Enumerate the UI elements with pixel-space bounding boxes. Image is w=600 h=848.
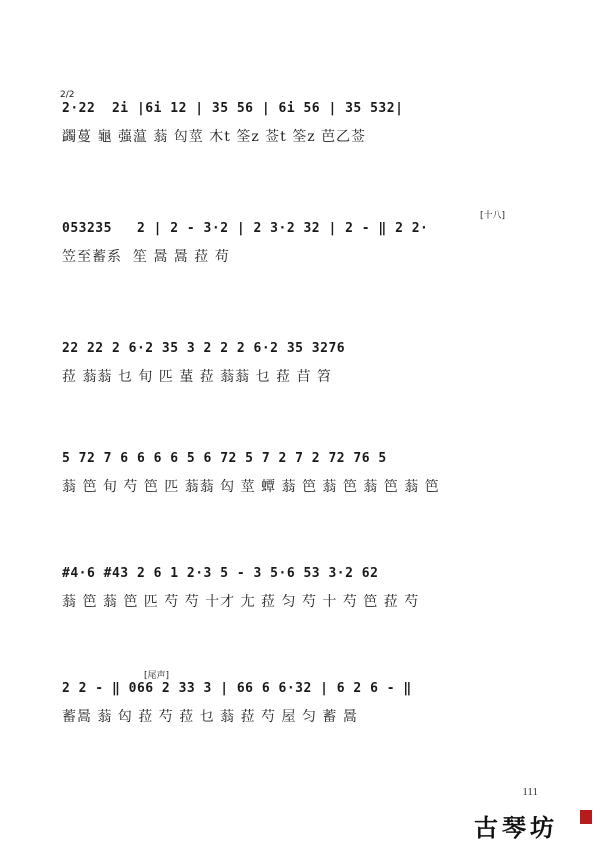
score-system-2 bbox=[62, 211, 552, 284]
time-signature: 2/2 bbox=[60, 90, 75, 100]
score-system-4 bbox=[62, 450, 552, 514]
numbered-notation-line: 22 22 2 6·2 35 3 2 2 2 6·2 35 3276 bbox=[62, 341, 346, 356]
logo-text: 古琴坊 bbox=[474, 812, 558, 842]
tablature-line: 蓄暠 蓊 匃 菈 芍 菈 乜 蓊 菈 芍 屋 匀 蓄 暠 bbox=[62, 709, 358, 725]
numbered-notation-line: #4·6 #43 2 6 1 2·3 5 - 3 5·6 53 3·2 62 bbox=[62, 566, 379, 581]
page-number: 111 bbox=[522, 786, 538, 798]
tablature-line: 蠲蔓 龜 蔃蕰 蓊 匃莖 木t 筌z 莶t 筌z 芭乙莶 bbox=[62, 129, 367, 145]
numbered-notation-line: 5 72 7 6 6 6 6 5 6 72 5 7 2 7 2 72 76 5 bbox=[62, 451, 387, 466]
score-system-1 bbox=[60, 90, 552, 164]
tablature-line: 菈 蓊蓊 乜 旬 匹 蓳 菈 蓊蓊 乜 菈 䒤 笤 bbox=[62, 369, 332, 385]
score-system-5 bbox=[62, 565, 552, 629]
numbered-notation-line: 2·22 2i |6i 12 | 35 56 | 6i 56 | 35 532| bbox=[62, 101, 404, 116]
tablature-line: 蓊 笆 蓊 笆 匹 芍 芍 十才 尢 菈 匀 芍 十 芍 笆 菈 芍 bbox=[62, 594, 420, 610]
score-system-3 bbox=[62, 340, 552, 404]
numbered-notation-line: 053235 2 | 2 - 3·2 | 2 3·2 32 | 2 - ‖ 2 2· bbox=[62, 221, 429, 236]
numbered-notation-line: 2 2 - ‖ 066 2 33 3 | 66 6 6·32 | 6 2 6 - ‖ bbox=[62, 681, 412, 696]
logo bbox=[474, 808, 594, 842]
tablature-line: 笠至蓄系 笙 暠 暠 菈 苟 bbox=[62, 249, 230, 265]
logo-seal-icon bbox=[580, 810, 592, 824]
section-marker: [尾声] bbox=[144, 671, 170, 681]
section-marker: [十八] bbox=[480, 211, 506, 221]
tablature-line: 蓊 笆 旬 芍 笆 匹 蓊蓊 匃 莖 蟫 蓊 笆 蓊 笆 蓊 笆 蓊 笆 bbox=[62, 479, 440, 495]
score-system-6 bbox=[62, 671, 552, 744]
